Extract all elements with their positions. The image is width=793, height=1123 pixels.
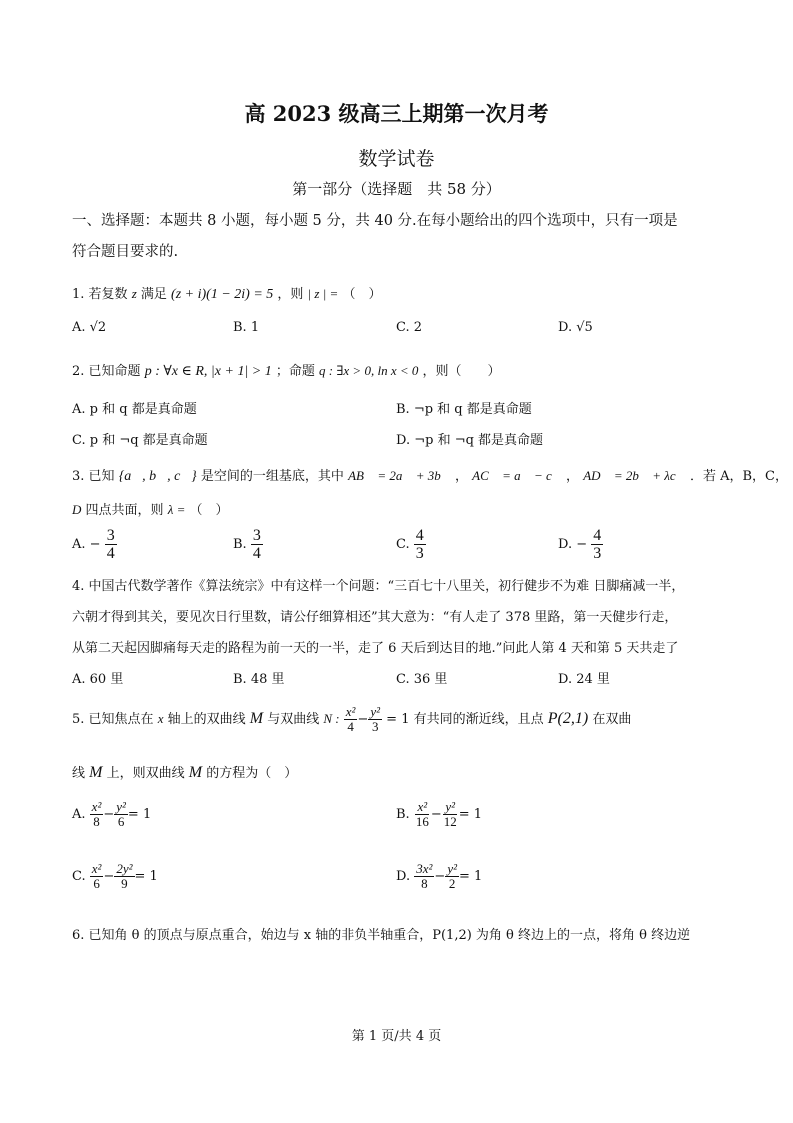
fraction: $\frac{\text{x²}}{8}$ xyxy=(91,799,102,829)
page-footer: 第 1 页/共 4 页 xyxy=(351,1029,442,1044)
fraction: $\frac{\text{y²}}{2}$ xyxy=(447,861,457,891)
exam-title: 高 2023 级高三上期第一次月考 xyxy=(244,101,549,126)
question-4-option-a: A. 60 里 xyxy=(72,672,124,687)
question-3-option-c: C. $\frac{4}{3}$ xyxy=(396,527,424,562)
question-4-line3: 从第二天起因脚痛每天走的路程为前一天的一半，走了 6 天后到达目的地.”问此人第 4 天和第 5 天共走了 xyxy=(72,641,679,656)
question-4-option-c: C. 36 里 xyxy=(396,672,448,687)
fraction: $\frac{\text{y²}}{6}$ xyxy=(116,799,126,829)
section-instruction-line2: 符合题目要求的. xyxy=(72,244,179,260)
question-1-option-c: C. 2 xyxy=(396,320,423,335)
question-5-option-c: C. $\frac{\text{x²}}{6}$ − $\frac{\text{2y²}}{9}$ = 1 xyxy=(72,861,158,891)
fraction: $\frac{\text{x²}}{4}$ xyxy=(345,704,356,734)
question-4-option-b: B. 48 里 xyxy=(233,672,285,687)
question-2-option-b: B. ¬p 和 q 都是真命题 xyxy=(396,402,532,417)
question-3-option-b: B. $\frac{3}{4}$ xyxy=(233,527,261,562)
question-1-option-b: B. 1 xyxy=(233,320,260,335)
fraction: $\frac{\text{y²}}{3}$ xyxy=(370,704,381,734)
fraction: $\frac{4}{3}$ xyxy=(415,527,424,562)
question-2-option-c: C. p 和 ¬q 都是真命题 xyxy=(72,433,208,448)
question-1-option-a: A. √2 xyxy=(72,320,107,335)
question-3-option-a: A. − $\frac{3}{4}$ xyxy=(72,527,115,562)
question-2-option-d: D. ¬p 和 ¬q 都是真命题 xyxy=(396,433,544,448)
question-5-stem-line2: 线 M 上，则双曲线 M 的方程为（ ） xyxy=(72,764,298,781)
exam-subtitle: 数学试卷 xyxy=(358,148,435,170)
question-1-option-d: D. √5 xyxy=(558,320,593,335)
question-6-line1: 6. 已知角 θ 的顶点与原点重合，始边与 x 轴的非负半轴重合，P(1,2) 为角 θ 终边上的一点，将角 θ 终边逆 xyxy=(72,928,691,943)
question-2-option-a: A. p 和 q 都是真命题 xyxy=(72,402,197,417)
question-5-option-b: B. $\frac{\text{x²}}{16}$ − $\frac{\text{y²}}{12}$ = 1 xyxy=(396,799,483,829)
question-1-stem: 1. 若复数 z 满足 (z + i)(1 − 2i) = 5 ，则 | z | = （ ） xyxy=(72,286,382,302)
question-4-option-d: D. 24 里 xyxy=(558,672,610,687)
question-2-stem: 2. 已知命题 p : ∀x ∈ R, |x + 1| > 1 ；命题 q : ∃x > 0, ln x < 0 ，则（ ） xyxy=(72,363,501,379)
fraction: $\frac{4}{3}$ xyxy=(593,527,602,562)
question-3-stem: 3. 已知 {a⃗, b⃗, c⃗} 是空间的一组基底，其中 AB⃗ = 2a⃗ + 3b⃗ ， AC⃗ = a⃗ − c⃗ ， AD⃗ = 2b⃗ + λc⃗ ．若 A，B，C， xyxy=(72,468,788,484)
section-instruction-line1: 一、选择题：本题共 8 小题，每小题 5 分，共 40 分.在每小题给出的四个选项中，只有一项是 xyxy=(72,213,678,229)
question-5-option-d: D. $\frac{\text{3x²}}{8}$ − $\frac{\text{y²}}{2}$ = 1 xyxy=(396,861,483,891)
fraction: $\frac{\text{3x²}}{8}$ xyxy=(416,861,433,891)
question-4-line2: 六朝才得到其关，要见次日行里数，请公仔细算相还”其大意为：“有人走了 378 里路，第一天健步行走， xyxy=(72,610,678,625)
question-5-stem: 5. 已知焦点在 x 轴上的双曲线 M 与双曲线 N : $\frac{\text{x²}}{4}$ − $\frac{\text{y²}}{3}$ = 1 有共同的渐近线，且点 P(2,1) 在双曲 xyxy=(72,704,632,734)
question-3-stem-line2: D 四点共面，则 λ = （ ） xyxy=(72,502,229,518)
question-5-option-a: A. $\frac{\text{x²}}{8}$ − $\frac{\text{y²}}{6}$ = 1 xyxy=(72,799,152,829)
fraction: $\frac{\text{y²}}{12}$ xyxy=(443,799,457,829)
fraction: $\frac{3}{4}$ xyxy=(252,527,261,562)
fraction: $\frac{3}{4}$ xyxy=(106,527,115,562)
fraction: $\frac{\text{x²}}{16}$ xyxy=(415,799,429,829)
question-4-line1: 4. 中国古代数学著作《算法统宗》中有这样一个问题：“三百七十八里关，初行健步不为难 日脚痛减一半， xyxy=(72,579,685,594)
fraction: $\frac{\text{2y²}}{9}$ xyxy=(116,861,133,891)
part-heading: 第一部分（选择题 共 58 分） xyxy=(292,180,501,198)
question-3-option-d: D. − $\frac{4}{3}$ xyxy=(558,527,602,562)
fraction: $\frac{\text{x²}}{6}$ xyxy=(91,861,102,891)
